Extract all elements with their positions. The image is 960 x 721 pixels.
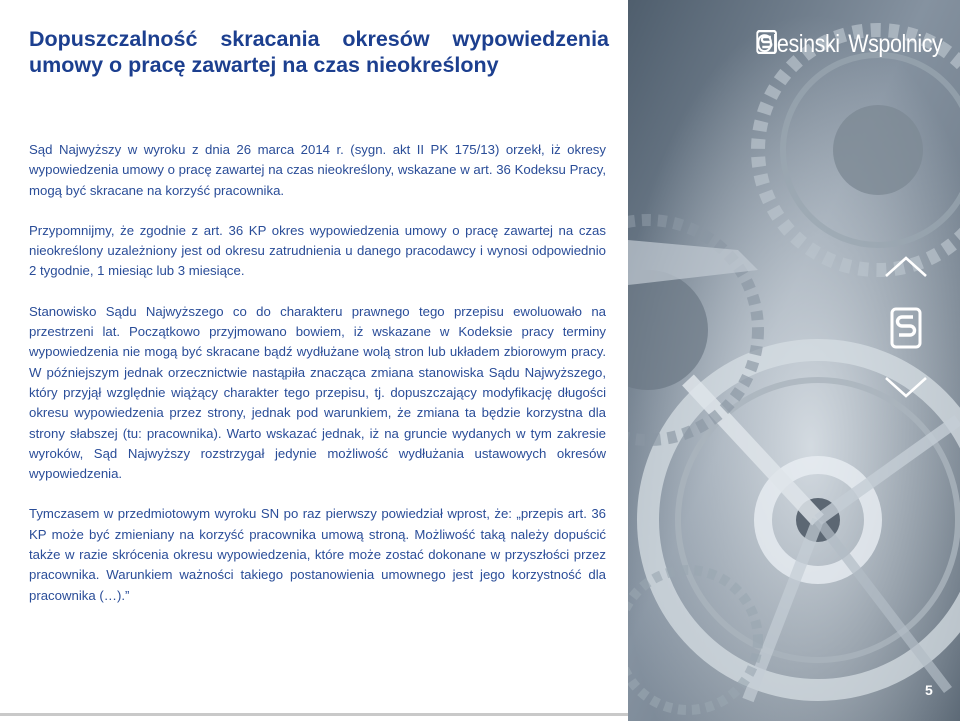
photo-panel	[628, 0, 960, 721]
logo-text-left: Olesinski	[755, 30, 840, 58]
chevron-down-icon[interactable]	[884, 374, 928, 402]
paragraph-1: Sąd Najwyższy w wyroku z dnia 26 marca 2014 r. (sygn. akt II PK 175/13) orzekł, iż okresy wypowiedzenia umowy o pracę zawartej na czas nieokreślony, wskazane w art. 36 Kodeksu Pracy, mogą być skracane na korzyść pracownika.	[29, 142, 606, 198]
os-logo-icon[interactable]	[884, 306, 928, 350]
title-line-2: umowy o pracę zawartej na czas nieokreślony	[29, 53, 499, 77]
paragraph-4: Tymczasem w przedmiotowym wyroku SN po raz pierwszy powiedział wprost, że: „przepis art. 36 KP może być zmieniany na korzyść pracownika umową stroną. Możliwość taką należy dopuścić także w razie skrócenia okresu wypowiedzenia, które może zostać dokonane w przyszłości przez pracownika. Warunkiem ważności takiego postanowienia umownego jest jego korzystność dla pracownika (…).”	[29, 506, 606, 603]
chevron-up-icon[interactable]	[884, 252, 928, 280]
paragraph-2: Przypomnijmy, że zgodnie z art. 36 KP okres wypowiedzenia umowy o pracę zawartej na czas nieokreślony uzależniony jest od okresu zatrudnienia u danego pracodawcy i wynosi odpowiednio 2 tygodnie, 1 miesiąc lub 3 miesiące.	[29, 222, 606, 279]
title-line-1: Dopuszczalność skracania okresów wypowiedzenia	[29, 27, 609, 51]
page-number: 5	[925, 682, 933, 698]
company-logo	[756, 30, 942, 59]
bottom-divider	[0, 713, 628, 716]
page-title	[29, 26, 609, 78]
paragraph-3: Stanowisko Sądu Najwyższego co do charakteru prawnego tego przepisu ewoluowało na przestrzeni lat. Początkowo przyjmowano bowiem, iż wskazane w Kodeksie pracy terminy wypowiedzenia nie mogą być skracane bądź wydłużane wolą stron lub układem zbiorowym pracy. W późniejszym jednak orzecznictwie nastąpiła znacząca zmiana stanowiska Sądu Najwyższego, który przyjął względnie wiążący charakter tego przepisu, tj. dopuszczający modyfikację długości okresu wypowiedzenia przez strony, jednak pod warunkiem, że zmiana ta będzie korzystna dla strony słabszej (tu: pracownika). Warto wskazać jednak, iż na gruncie wydanych w tym zakresie wyroków, Sąd Najwyższy rozstrzygał jedynie możliwość wydłużania ustawowych okresów wypowiedzenia.	[29, 303, 606, 482]
logo-text-right: Wspolnicy	[847, 30, 942, 58]
body-text	[29, 140, 606, 606]
gears-image	[628, 0, 960, 721]
